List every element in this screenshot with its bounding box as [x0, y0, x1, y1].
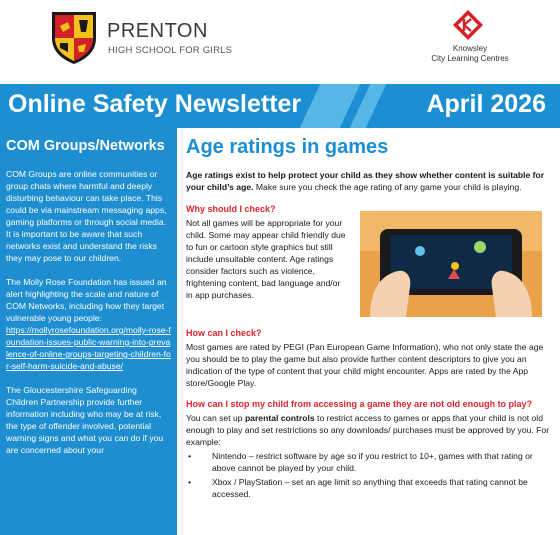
answer-how-check: Most games are rated by PEGI (Pan European Game Information), who not only state the age you should be to play the game but also provide further content descriptors to give you an indication of the type of content that your child might encounter. Apps are rated by the App store/Google Play. — [186, 342, 544, 388]
answer-how-stop-post: to restrict access to games or apps that your child is not old enough to play and set restrictions so any downloads/ purchases must be approved by you. For example: — [186, 413, 550, 447]
school-name: PRENTON — [107, 20, 208, 42]
answer-why-check: Not all games will be appropriate for your child. Some may appear child friendly due to fun or cartoon style graphics but still include unsuitable content. Age ratings consider factors such as violence, frightening content, bad language and/or in app purchases. — [186, 218, 346, 300]
kclc-logo-icon — [451, 8, 485, 42]
why-check-section — [186, 203, 552, 321]
newsletter-date: April 2026 — [426, 90, 546, 118]
banner-stripe-decoration — [300, 84, 361, 128]
console-controls-list — [186, 450, 552, 500]
sidebar-paragraph-2 — [6, 276, 171, 372]
partner-line-2: City Learning Centres — [431, 54, 509, 63]
newsletter-header — [0, 0, 560, 78]
gaming-phone-image — [360, 211, 542, 317]
answer-how-stop — [186, 412, 552, 448]
answer-how-stop-pre: You can set up — [186, 413, 245, 423]
sidebar-com-groups — [0, 128, 177, 535]
list-item — [186, 450, 552, 474]
newsletter-title: Online Safety Newsletter — [8, 90, 302, 118]
bullet-icon: • — [188, 477, 192, 487]
molly-rose-foundation-link[interactable]: https://mollyrosefoundation.org/molly-rose-foundation-issues-public-warning-into-prevalence-of-online-groups-targeting-children-for-self-harm-suicide-and-abuse/ — [6, 325, 171, 371]
sidebar-paragraph-3: The Gloucestershire Safeguarding Children Partnership provide further information including who may be at risk, the type of offender involved, potential warning signs and what you can do if you are concerned about your — [6, 385, 164, 455]
list-item-text: Nintendo – restrict software by age so if you restrict to 10+, games with that rating or above cannot be played by your child. — [212, 451, 533, 473]
bullet-icon: • — [188, 451, 192, 461]
article-title: Age ratings in games — [186, 136, 389, 158]
intro-rest: Make sure you check the age rating of any game your child is playing. — [253, 182, 522, 192]
list-item-text: Xbox / PlayStation – set an age limit so anything that exceeds that rating cannot be accessed. — [212, 477, 528, 499]
question-how-stop: How can I stop my child from accessing a game they are not old enough to play? — [186, 399, 533, 409]
sidebar-paragraph-2-text: The Molly Rose Foundation has issued an alert highlighting the scale and nature of COM Networks, including how they target vulnerable young people: — [6, 277, 167, 323]
question-why-check: Why should I check? — [186, 204, 276, 214]
school-subtitle: HIGH SCHOOL FOR GIRLS — [108, 45, 233, 56]
intro-bold: Age ratings exist to help protect your child as they show whether content is suitable for your child’s age. — [186, 170, 545, 192]
parental-controls-bold: parental controls — [244, 413, 315, 423]
main-article — [177, 128, 560, 535]
partner-name — [420, 44, 520, 64]
partner-line-1: Knowsley — [452, 44, 488, 53]
sidebar-title: COM Groups/Networks — [6, 138, 165, 154]
article-intro — [186, 169, 552, 193]
question-how-check: How can I check? — [186, 328, 262, 338]
school-crest-icon — [48, 8, 100, 66]
list-item — [186, 476, 552, 500]
sidebar-paragraph-1: COM Groups are online communities or group chats where harmful and deeply disturbing behaviour can take place. This could be via mainstream messaging apps, gaming platforms or through social media. It is important to be aware that such networks exist and understand the risks they may pose to our children. — [6, 169, 167, 263]
title-banner — [0, 84, 560, 128]
